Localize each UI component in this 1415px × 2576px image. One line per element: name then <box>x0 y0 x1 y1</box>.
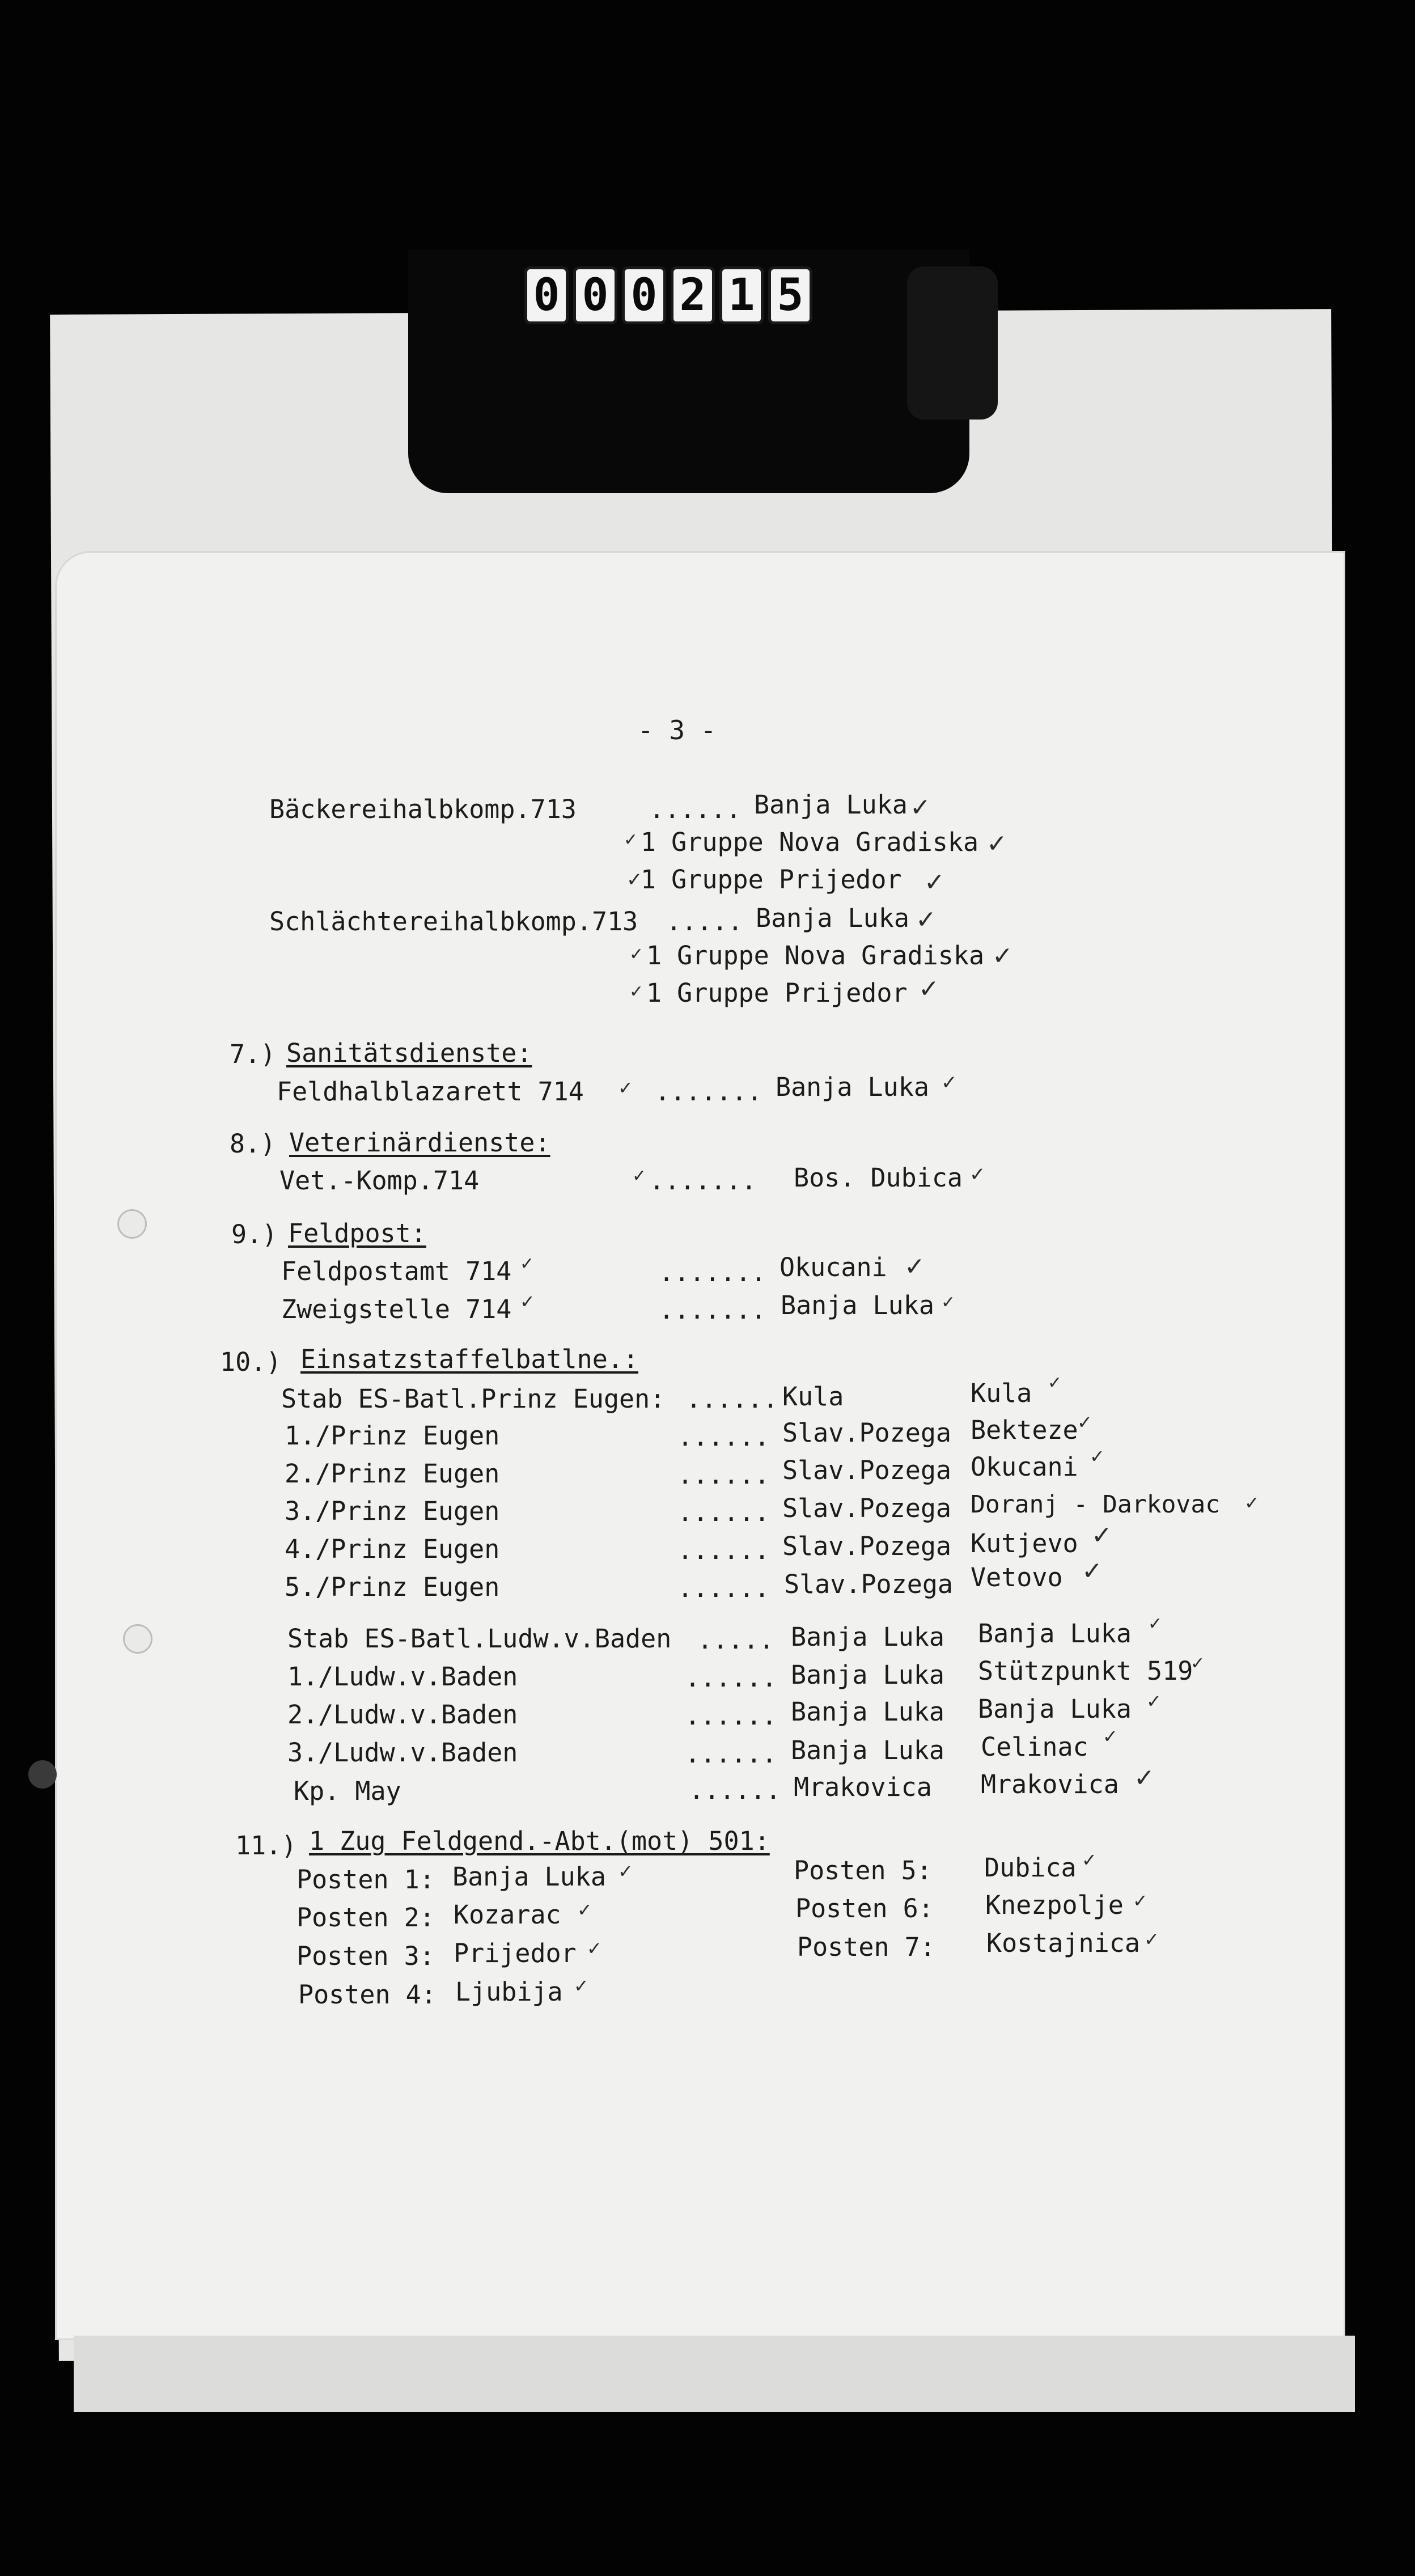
unit-name: Stab ES-Batl.Prinz Eugen: <box>281 1384 666 1414</box>
check-mark-icon: ✓ <box>520 1291 535 1312</box>
unit-location-secondary: Banja Luka <box>978 1694 1132 1724</box>
unit-name: 1./Ludw.v.Baden <box>287 1662 518 1692</box>
unit-location-secondary: Mrakovica <box>981 1769 1119 1799</box>
posten-label: Posten 7: <box>797 1932 935 1962</box>
unit-location-secondary: Kula <box>971 1378 1032 1408</box>
unit-location: Banja Luka <box>791 1622 944 1652</box>
unit-name: Bäckereihalbkomp.713 <box>269 794 577 824</box>
check-mark-icon: ✓ <box>1144 1929 1159 1950</box>
posten-location: Dubica <box>984 1853 1077 1883</box>
frame-counter <box>524 266 812 324</box>
unit-name: 3./Ludw.v.Baden <box>287 1738 518 1768</box>
check-mark-icon: ✓ <box>910 793 931 822</box>
check-mark-icon: ✓ <box>1090 1446 1105 1467</box>
check-mark-icon: ✓ <box>924 868 945 897</box>
leader-dots: ...... <box>686 1384 778 1414</box>
unit-location: Mrakovica <box>794 1772 932 1802</box>
unit-location-secondary: Vetovo <box>971 1562 1063 1592</box>
check-mark-icon: ✓ <box>626 868 643 891</box>
bottom-sheet-edge <box>74 2336 1355 2412</box>
counter-digit: 2 <box>671 266 715 324</box>
check-mark-icon: ✓ <box>577 1899 592 1921</box>
check-mark-icon: ✓ <box>916 905 937 934</box>
check-mark-icon: ✓ <box>992 942 1013 971</box>
section-number: 7.) <box>230 1039 276 1069</box>
check-mark-icon: ✓ <box>1082 1849 1097 1871</box>
unit-name: Stab ES-Batl.Ludw.v.Baden <box>287 1624 672 1654</box>
leader-dots: ..... <box>666 906 743 937</box>
check-mark-icon: ✓ <box>618 1077 633 1099</box>
unit-location: Slav.Pozega <box>782 1455 952 1485</box>
section-number: 8.) <box>230 1129 276 1159</box>
section-heading: Veterinärdienste: <box>289 1128 550 1158</box>
counter-digit: 5 <box>768 266 812 324</box>
check-mark-icon: ✓ <box>1103 1726 1118 1747</box>
leader-dots: ...... <box>677 1573 770 1603</box>
unit-name: 2./Prinz Eugen <box>285 1459 500 1489</box>
unit-location: Okucani <box>779 1252 887 1282</box>
check-mark-icon: ✓ <box>1077 1412 1092 1433</box>
posten-location: Knezpolje <box>985 1890 1124 1920</box>
leader-dots: ...... <box>685 1701 777 1731</box>
check-mark-icon: ✓ <box>904 1252 925 1281</box>
unit-location: Slav.Pozega <box>782 1418 952 1448</box>
counter-digit: 1 <box>719 266 764 324</box>
unit-location-secondary: Celinac <box>981 1732 1088 1762</box>
check-mark-icon: ✓ <box>629 982 644 1002</box>
check-mark-icon: ✓ <box>1048 1373 1062 1393</box>
posten-label: Posten 6: <box>795 1893 934 1923</box>
posten-location: Kostajnica <box>986 1928 1140 1958</box>
posten-label: Posten 4: <box>298 1980 437 2010</box>
unit-location: Banja Luka <box>756 903 909 933</box>
counter-digit: 0 <box>622 266 666 324</box>
check-mark-icon: ✓ <box>520 1254 535 1274</box>
check-mark-icon: ✓ <box>918 975 939 1003</box>
check-mark-icon: ✓ <box>629 944 644 964</box>
unit-location: 1 Gruppe Prijedor <box>646 978 908 1008</box>
unit-location-secondary: Banja Luka <box>978 1619 1132 1649</box>
section-heading: Feldpost: <box>288 1218 426 1248</box>
unit-name: Feldhalblazarett 714 <box>277 1077 584 1107</box>
unit-name: Vet.-Komp.714 <box>279 1166 480 1196</box>
check-mark-icon: ✓ <box>574 1975 589 1997</box>
check-mark-icon: ✓ <box>1091 1521 1112 1550</box>
check-mark-icon: ✓ <box>1191 1654 1205 1673</box>
posten-location: Prijedor <box>454 1938 577 1968</box>
section-heading: 1 Zug Feldgend.-Abt.(mot) 501: <box>309 1826 770 1856</box>
unit-location: Bos. Dubica <box>794 1163 963 1193</box>
unit-location: Banja Luka <box>791 1697 944 1727</box>
leader-dots: ...... <box>685 1739 777 1769</box>
unit-name: Schlächtereihalbkomp.713 <box>269 906 638 937</box>
check-mark-icon: ✓ <box>1146 1690 1162 1712</box>
unit-location-secondary: Kutjevo <box>971 1528 1078 1558</box>
scanner-clamp-knob <box>907 266 998 420</box>
unit-name: Kp. May <box>294 1776 401 1806</box>
check-mark-icon: ✓ <box>969 1163 986 1186</box>
unit-location: Kula <box>782 1382 844 1412</box>
unit-name: 5./Prinz Eugen <box>285 1572 500 1602</box>
posten-location: Ljubija <box>455 1977 563 2007</box>
unit-location: Slav.Pozega <box>784 1569 954 1599</box>
check-mark-icon: ✓ <box>1133 1890 1148 1912</box>
leader-dots: ...... <box>685 1663 777 1693</box>
unit-name: Feldpostamt 714 <box>281 1256 512 1286</box>
unit-location: Slav.Pozega <box>782 1531 952 1561</box>
unit-location: Banja Luka <box>781 1290 934 1320</box>
posten-location: Banja Luka <box>452 1862 606 1892</box>
unit-location-secondary: Okucani <box>971 1452 1078 1482</box>
unit-location-secondary: Bekteze <box>971 1415 1078 1445</box>
unit-location-secondary: Doranj - Darkovac <box>971 1490 1221 1519</box>
document-page <box>57 553 1344 2338</box>
section-heading: Sanitätsdienste: <box>286 1038 532 1068</box>
unit-location-secondary: Stützpunkt 519 <box>978 1656 1193 1686</box>
check-mark-icon: ✓ <box>618 1861 633 1882</box>
posten-label: Posten 5: <box>794 1855 932 1886</box>
unit-location: Banja Luka <box>754 790 908 820</box>
check-mark-icon: ✓ <box>986 829 1007 858</box>
unit-location: Slav.Pozega <box>782 1493 952 1523</box>
counter-digit: 0 <box>524 266 569 324</box>
check-mark-icon: ✓ <box>632 1166 647 1186</box>
leader-dots: ...... <box>677 1460 770 1490</box>
unit-name: Zweigstelle 714 <box>281 1294 512 1324</box>
check-mark-icon: ✓ <box>941 1293 956 1312</box>
leader-dots: ..... <box>697 1625 774 1655</box>
check-mark-icon: ✓ <box>1148 1614 1163 1634</box>
leader-dots: ...... <box>649 794 742 824</box>
unit-location: Banja Luka <box>791 1660 944 1690</box>
posten-label: Posten 1: <box>296 1865 435 1895</box>
leader-dots: ....... <box>659 1257 766 1287</box>
check-mark-icon: ✓ <box>1082 1557 1103 1586</box>
leader-dots: ...... <box>677 1497 770 1527</box>
check-mark-icon: ✓ <box>624 830 638 850</box>
unit-name: 3./Prinz Eugen <box>285 1496 500 1526</box>
leader-dots: ...... <box>677 1535 770 1565</box>
unit-location: 1 Gruppe Prijedor <box>641 865 902 895</box>
unit-name: 1./Prinz Eugen <box>285 1421 500 1451</box>
leader-dots: ...... <box>677 1422 770 1452</box>
counter-digit: 0 <box>573 266 617 324</box>
punch-hole-dark <box>28 1760 57 1789</box>
leader-dots: ....... <box>655 1077 762 1107</box>
leader-dots: ....... <box>649 1166 757 1196</box>
punch-hole <box>117 1209 147 1239</box>
unit-location: 1 Gruppe Nova Gradiska <box>646 940 985 971</box>
section-number: 11.) <box>235 1831 297 1861</box>
unit-name: 2./Ludw.v.Baden <box>287 1700 518 1730</box>
unit-location: Banja Luka <box>791 1735 944 1765</box>
posten-location: Kozarac <box>454 1900 561 1930</box>
punch-hole <box>123 1624 152 1654</box>
posten-label: Posten 3: <box>296 1941 435 1971</box>
page-number: - 3 - <box>638 715 717 745</box>
unit-name: 4./Prinz Eugen <box>285 1534 500 1564</box>
check-mark-icon: ✓ <box>587 1938 602 1959</box>
section-number: 9.) <box>231 1219 278 1249</box>
check-mark-icon: ✓ <box>1134 1764 1155 1793</box>
section-heading: Einsatzstaffelbatlne.: <box>300 1344 639 1374</box>
posten-label: Posten 2: <box>296 1903 435 1933</box>
check-mark-icon: ✓ <box>1244 1492 1260 1514</box>
leader-dots: ...... <box>689 1775 781 1805</box>
check-mark-icon: ✓ <box>941 1071 958 1094</box>
unit-location: 1 Gruppe Nova Gradiska <box>641 827 979 857</box>
unit-location: Banja Luka <box>776 1072 929 1102</box>
leader-dots: ....... <box>659 1295 766 1325</box>
section-number: 10.) <box>220 1347 282 1377</box>
